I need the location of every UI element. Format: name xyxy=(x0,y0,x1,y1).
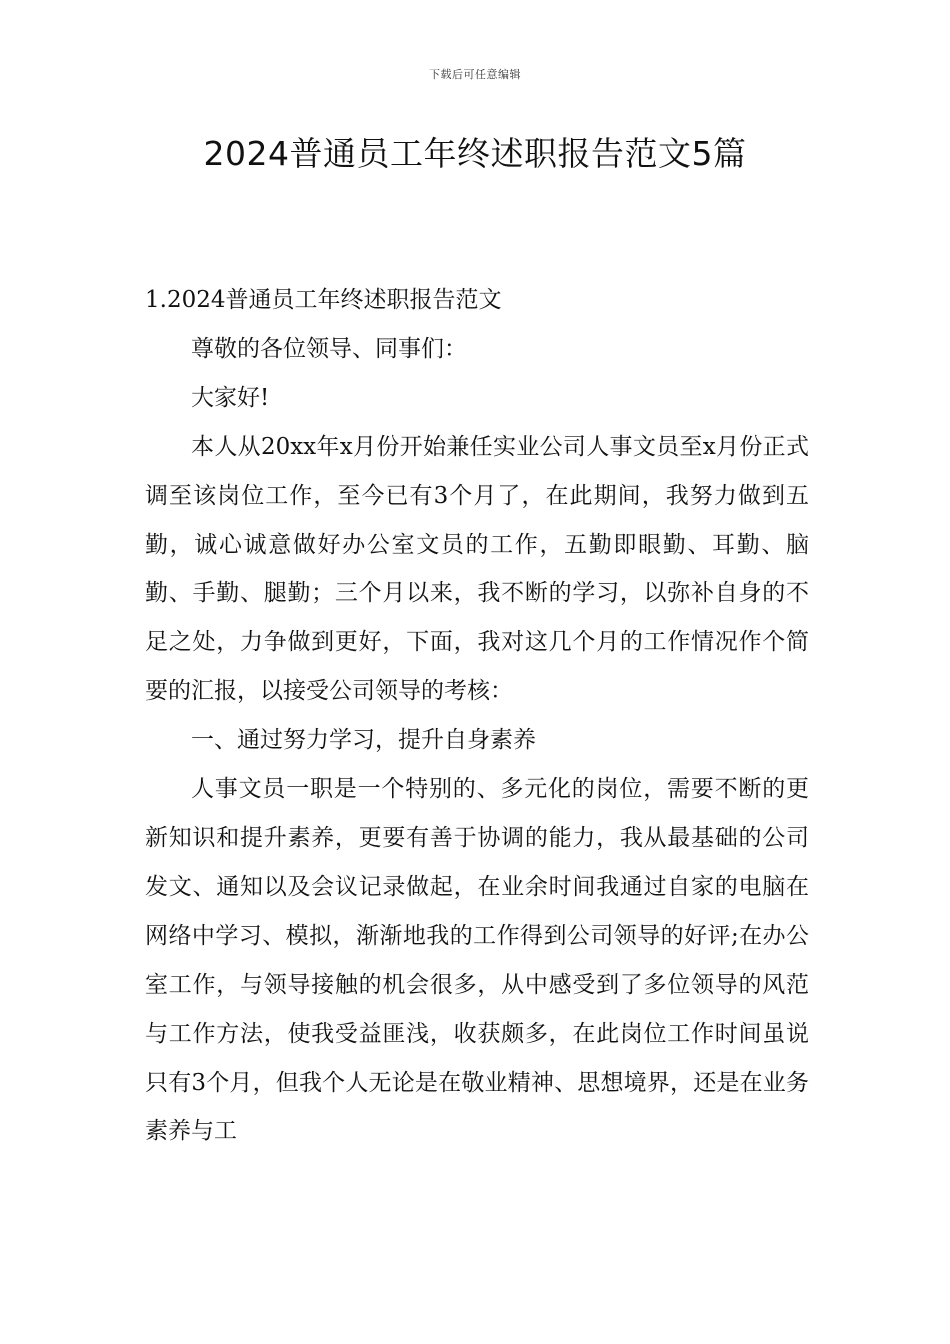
document-body xyxy=(145,276,809,1156)
subheading-1: 一、通过努力学习，提升自身素养 xyxy=(191,727,536,754)
greeting: 大家好! xyxy=(191,384,270,411)
document-title: 2024普通员工年终述职报告范文5篇 xyxy=(203,134,747,173)
section-heading: 1.2024普通员工年终述职报告范文 xyxy=(145,287,502,313)
header-note: 下载后可任意编辑 xyxy=(429,68,521,81)
paragraph-intro: 本人从20xx年x月份开始兼任实业公司人事文员至x月份正式调至该岗位工作，至今已有3个月了，在此期间，我努力做到五勤，诚心诚意做好办公室文员的工作，五勤即眼勤、耳勤、脑勤、手勤、腿勤；三个月以来，我不断的学习，以弥补自身的不足之处，力争做到更好，下面，我对这几个月的工作情况作个简要的汇报，以接受公司领导的考核： xyxy=(145,433,809,705)
paragraph-1: 人事文员一职是一个特别的、多元化的岗位，需要不断的更新知识和提升素养，更要有善于协调的能力，我从最基础的公司发文、通知以及会议记录做起，在业余时间我通过自家的电脑在网络中学习、模拟，渐渐地我的工作得到公司领导的好评;在办公室工作，与领导接触的机会很多，从中感受到了多位领导的风范与工作方法，使我受益匪浅，收获颇多，在此岗位工作时间虽说只有3个月，但我个人无论是在敬业精神、思想境界，还是在业务素养与工 xyxy=(145,776,809,1145)
salutation: 尊敬的各位领导、同事们： xyxy=(191,335,467,362)
